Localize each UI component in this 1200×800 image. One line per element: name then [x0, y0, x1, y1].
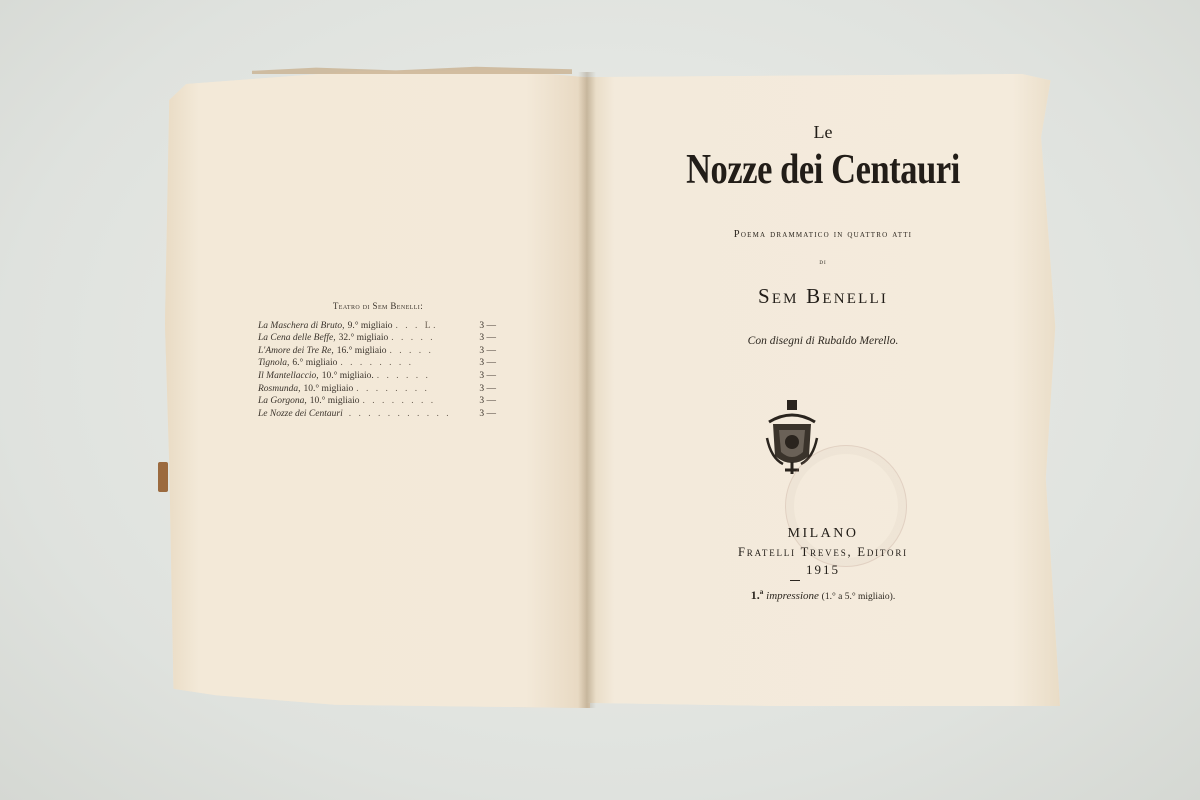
works-list-item: [258, 357, 498, 370]
by-line: di: [819, 257, 827, 266]
work-note: 32.° migliaio: [338, 333, 389, 344]
edition-line: [586, 588, 1060, 603]
publication-year: 1915: [806, 562, 840, 577]
leader-dots: . . . L.: [395, 320, 438, 331]
works-list-item: [258, 383, 498, 396]
leader-dots: . . . . . . . .: [356, 383, 430, 394]
works-list-item: [258, 320, 498, 333]
edition-word: impressione: [766, 590, 819, 602]
work-title: La Gorgona,: [258, 396, 307, 407]
work-note: 10.° migliaio.: [321, 370, 374, 381]
publication-city: MILANO: [787, 526, 859, 541]
works-list: [258, 300, 498, 420]
works-list-item: [258, 332, 498, 345]
work-title: Tignola,: [258, 358, 290, 369]
leader-dots: . . . . . . . .: [362, 396, 436, 407]
work-price: 3 —: [479, 396, 496, 407]
works-list-item: [258, 408, 498, 421]
leader-dots: . . . . . . . . . . .: [348, 408, 452, 419]
leader-dots: . . . . .: [391, 333, 436, 344]
work-price: 3 —: [479, 383, 496, 394]
work-price: 3 —: [479, 370, 496, 381]
work-price: 3 —: [479, 333, 496, 344]
binding-tab: [158, 462, 168, 492]
work-price: 3 —: [479, 408, 496, 419]
work-note: 10.° migliaio: [303, 383, 354, 394]
work-title: La Cena delle Beffe,: [258, 333, 336, 344]
work-title: La Maschera di Bruto,: [258, 320, 345, 331]
works-list-item: [258, 345, 498, 358]
work-price: 3 —: [479, 358, 496, 369]
book-title: Nozze dei Centauri: [686, 147, 960, 193]
book-subtitle: Poema drammatico in quattro atti: [733, 229, 913, 240]
leader-dots: . . . . . .: [376, 370, 431, 381]
leader-dots: . . . . . . . .: [340, 358, 414, 369]
work-note: 10.° migliaio: [309, 396, 360, 407]
divider-rule: [790, 580, 800, 581]
work-note: 6.° migliaio: [292, 358, 338, 369]
work-title: Rosmunda,: [258, 383, 301, 394]
works-list-item: [258, 395, 498, 408]
edition-note: (1.° a 5.° migliaio).: [821, 592, 896, 602]
spine-shadow: [578, 72, 596, 708]
illustrations-credit: Con disegni di Rubaldo Merello.: [747, 335, 899, 347]
works-rows: [258, 320, 498, 421]
work-note: 16.° migliaio: [336, 345, 387, 356]
work-price: 3 —: [479, 345, 496, 356]
work-title: L'Amore dei Tre Re,: [258, 345, 334, 356]
work-note: 9.° migliaio: [347, 320, 393, 331]
torn-edge: [252, 66, 572, 74]
title-article: Le: [813, 122, 833, 142]
works-list-heading: Teatro di Sem Benelli:: [332, 301, 424, 311]
work-title: Le Nozze dei Centauri: [258, 408, 343, 419]
leader-dots: . . . . .: [389, 345, 434, 356]
author-name: Sem Benelli: [757, 284, 889, 308]
works-list-item: [258, 370, 498, 383]
publisher-name: Fratelli Treves, Editori: [738, 545, 908, 559]
work-price: 3 —: [479, 320, 496, 331]
work-title: Il Mantellaccio,: [258, 370, 319, 381]
edition-number: 1.ª: [750, 588, 764, 602]
